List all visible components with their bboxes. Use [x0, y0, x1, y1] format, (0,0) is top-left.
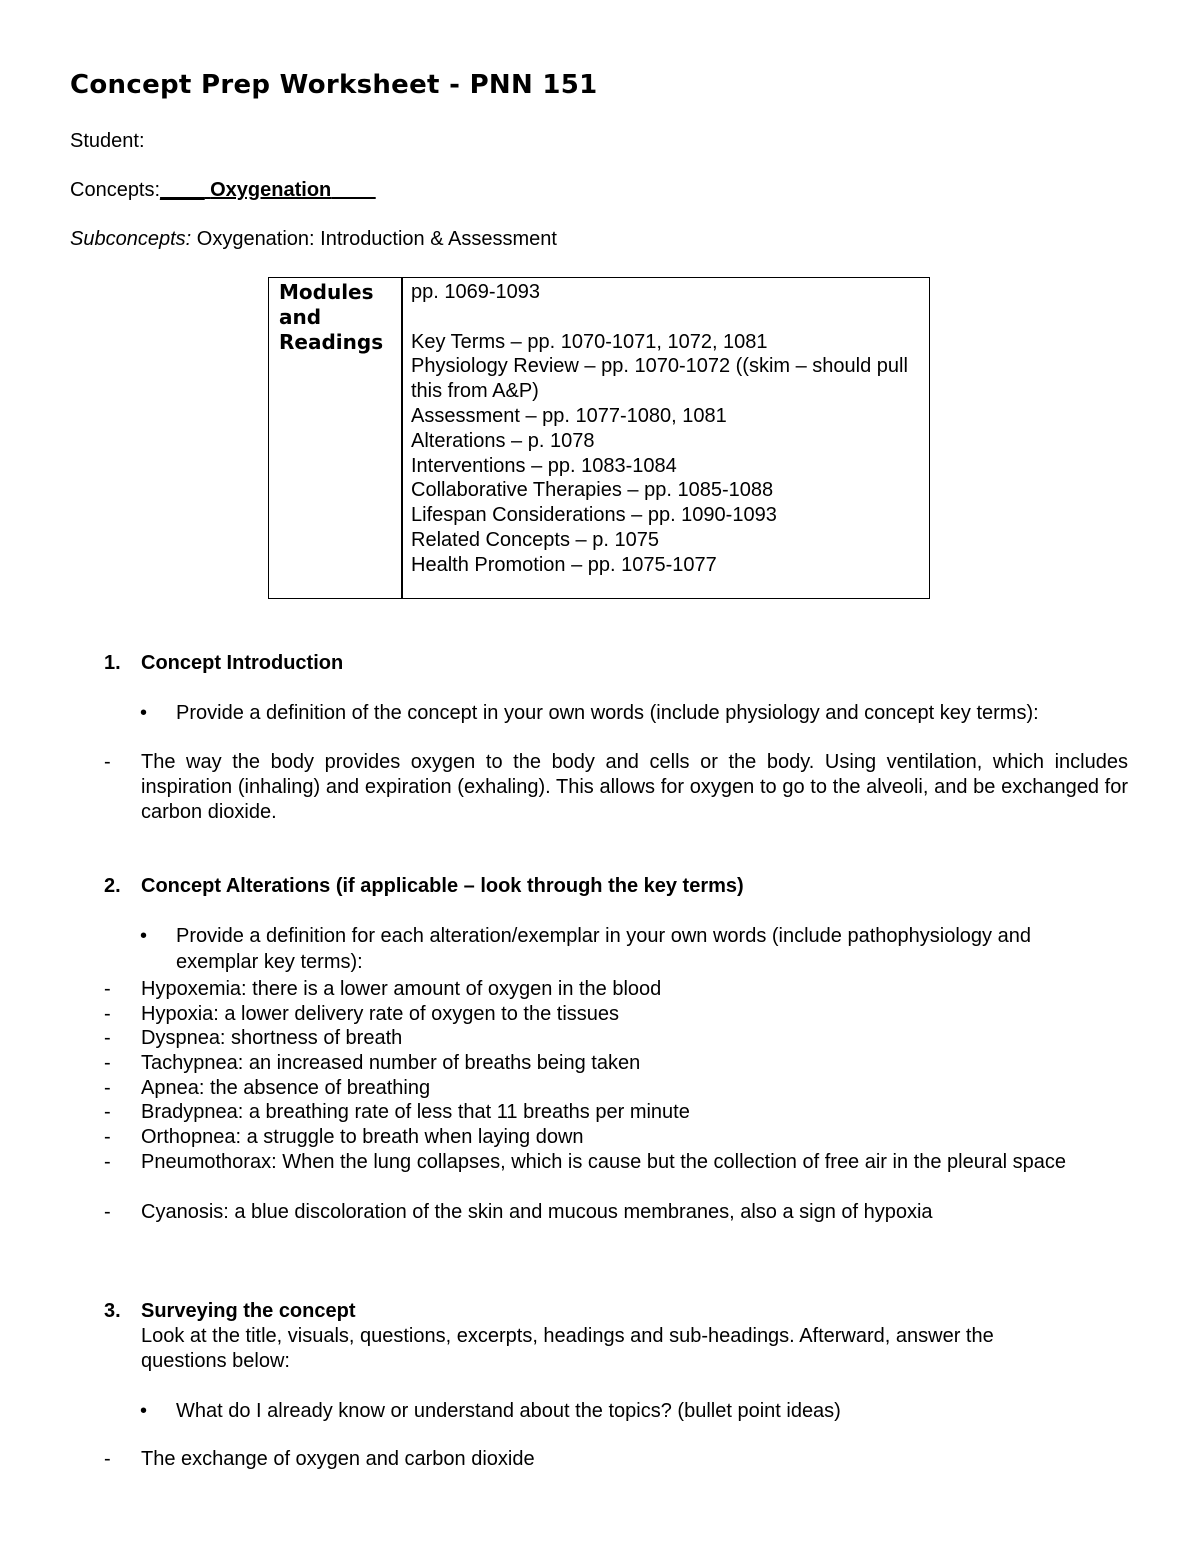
dash-icon: - — [104, 978, 111, 1000]
page-title: Concept Prep Worksheet - PNN 151 — [70, 70, 598, 100]
bullet-icon: • — [140, 702, 148, 724]
section-title: Concept Introduction — [141, 652, 344, 674]
answer-item — [0, 1100, 1200, 1125]
answer-text: Orthopnea: a struggle to breath when laying down — [141, 1126, 584, 1148]
answer-item — [0, 1026, 1200, 1051]
readings-item: Related Concepts – p. 1075 — [411, 528, 659, 551]
answer-text: Hypoxia: a lower delivery rate of oxygen to the tissues — [141, 1003, 620, 1025]
prompt-bullet — [0, 700, 1200, 726]
readings-item: Lifespan Considerations – pp. 1090-1093 — [411, 504, 777, 527]
prompt-bullet — [0, 923, 1200, 975]
answer-text: Dyspnea: shortness of breath — [141, 1027, 403, 1049]
dash-icon: - — [104, 1151, 111, 1173]
answer-text: The exchange of oxygen and carbon dioxide — [141, 1448, 535, 1470]
readings-item: Physiology Review – pp. 1070-1072 ((skim – should pull this from A&P) — [411, 355, 908, 403]
answer-item — [0, 1150, 1200, 1200]
concepts-line — [70, 178, 376, 203]
answer-item — [0, 1200, 1200, 1225]
prompt-text: Provide a definition of the concept in your own words (include physiology and concept key terms): — [176, 702, 1039, 724]
table-divider — [401, 278, 403, 598]
section-heading — [0, 1299, 1200, 1324]
dash-icon: - — [104, 1027, 111, 1049]
dash-icon: - — [104, 1201, 111, 1223]
dash-icon: - — [104, 1126, 111, 1148]
answer-item — [0, 1051, 1200, 1076]
concepts-label: Concepts: — [70, 179, 161, 201]
answer-item — [0, 1002, 1200, 1027]
dash-icon: - — [104, 1448, 111, 1470]
bullet-icon: • — [140, 1400, 148, 1422]
student-label: Student: — [70, 130, 145, 152]
answer-item — [0, 1076, 1200, 1101]
section-heading — [0, 651, 1200, 676]
answer-item — [0, 1447, 1200, 1472]
answer-item — [0, 1125, 1200, 1150]
readings-table — [268, 277, 930, 599]
concepts-blank-trail — [331, 179, 375, 201]
readings-label-line: Modules — [279, 280, 374, 304]
readings-item: Assessment – pp. 1077-1080, 1081 — [411, 404, 727, 427]
subconcepts-label: Subconcepts: — [70, 228, 192, 250]
dash-icon: - — [104, 1052, 111, 1074]
answer-text: Hypoxemia: there is a lower amount of oxygen in the blood — [141, 978, 662, 1000]
readings-label-line: and — [279, 305, 322, 329]
prompt-text: What do I already know or understand about the topics? (bullet point ideas) — [176, 1400, 841, 1422]
dash-icon: - — [104, 1077, 111, 1099]
readings-item: Key Terms – pp. 1070-1071, 1072, 1081 — [411, 330, 768, 353]
subconcepts-line — [70, 227, 557, 252]
answer-text: Cyanosis: a blue discoloration of the skin and mucous membranes, also a sign of hypoxia — [141, 1201, 933, 1223]
concepts-value: Oxygenation — [210, 179, 332, 201]
prompt-text: Provide a definition for each alteration/exemplar in your own words (include pathophysiology and exemplar key terms): — [176, 925, 1031, 973]
section-title: Concept Alterations (if applicable – look through the key terms) — [141, 875, 744, 897]
readings-label-line: Readings — [279, 330, 384, 354]
section-number: 2. — [104, 875, 121, 897]
readings-item: Collaborative Therapies – pp. 1085-1088 — [411, 479, 774, 502]
answer-text: Bradypnea: a breathing rate of less that 11 breaths per minute — [141, 1101, 690, 1123]
bullet-icon: • — [140, 925, 148, 947]
readings-content — [411, 280, 921, 578]
prompt-bullet — [0, 1398, 1200, 1424]
section-heading — [0, 874, 1200, 899]
answer-text: The way the body provides oxygen to the body and cells or the body. Using ventilation, which includes inspiration (inhaling) and expiration (exhaling). This allows for oxygen to go to the alveoli, and be exchanged for carbon dioxide. — [141, 751, 1128, 823]
dash-icon: - — [104, 1101, 111, 1123]
answer-text: Apnea: the absence of breathing — [141, 1077, 431, 1099]
readings-item: Alterations – p. 1078 — [411, 429, 595, 452]
dash-icon: - — [104, 751, 111, 773]
concepts-blank-lead: ____ — [160, 179, 205, 201]
answer-text: Pneumothorax: When the lung collapses, which is cause but the collection of free air in the pleural space — [141, 1151, 1066, 1173]
answer-text: Tachypnea: an increased number of breaths being taken — [141, 1052, 641, 1074]
readings-label — [279, 280, 394, 355]
section-number: 3. — [104, 1300, 121, 1322]
answer-item — [0, 977, 1200, 1002]
dash-icon: - — [104, 1003, 111, 1025]
answer-item — [0, 750, 1200, 825]
section-title: Surveying the concept — [141, 1300, 356, 1322]
readings-item: Health Promotion – pp. 1075-1077 — [411, 553, 717, 576]
section-instructions: Look at the title, visuals, questions, excerpts, headings and sub-headings. Afterward, answer the questions below: — [141, 1325, 994, 1372]
readings-pages: pp. 1069-1093 — [411, 281, 541, 303]
subconcepts-value: Oxygenation: Introduction & Assessment — [191, 228, 557, 250]
readings-item: Interventions – pp. 1083-1084 — [411, 454, 677, 477]
section-number: 1. — [104, 652, 121, 674]
